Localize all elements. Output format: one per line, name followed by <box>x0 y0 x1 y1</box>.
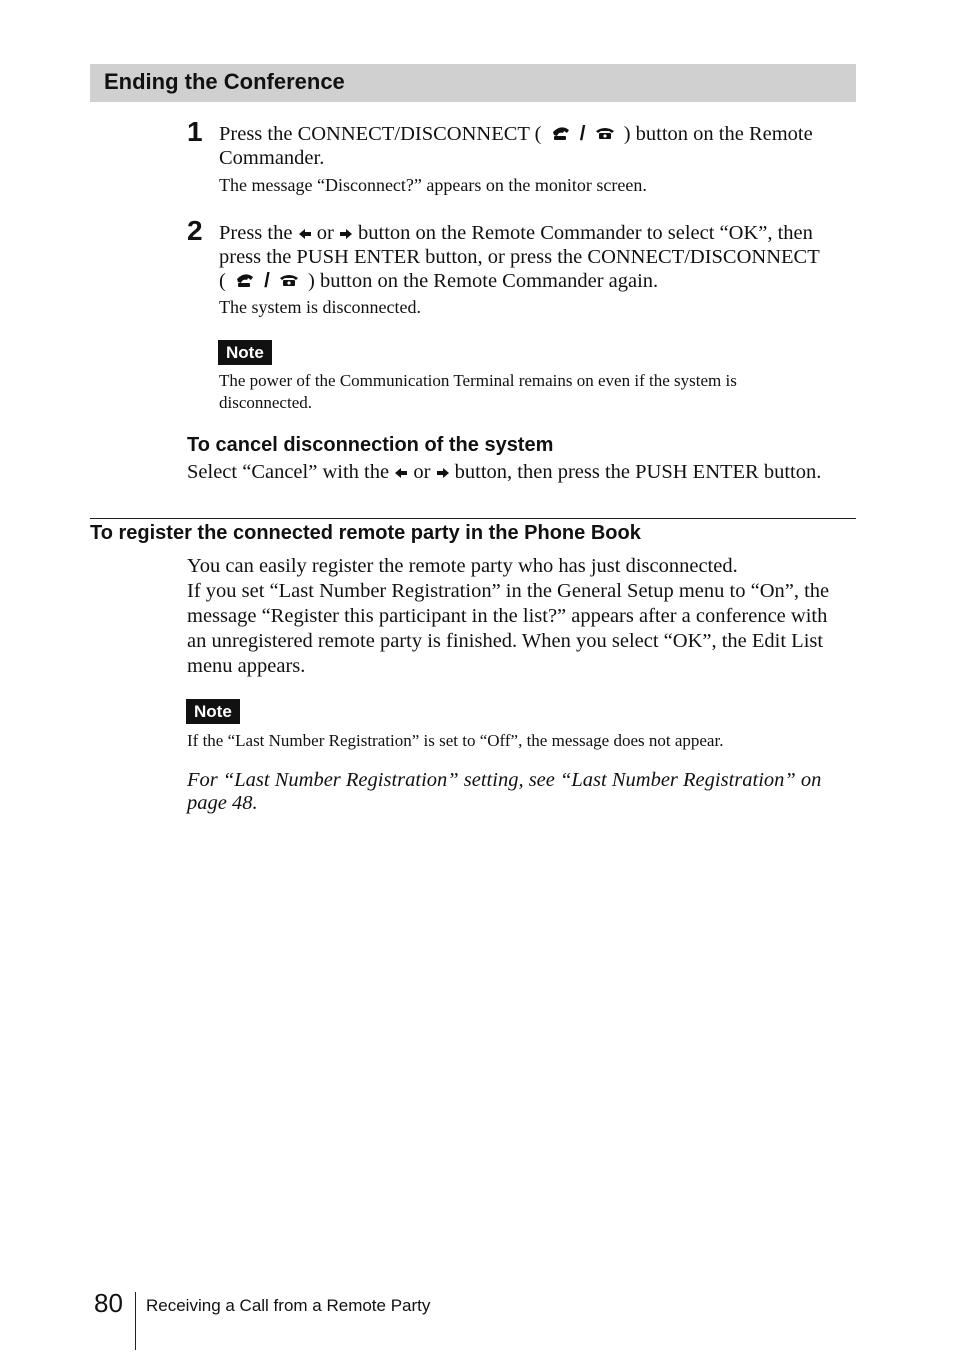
step-1-line-1 <box>219 122 813 147</box>
step-2-number: 2 <box>187 215 203 246</box>
arrow-right-icon <box>339 222 353 246</box>
step-1-text-post: ) button on the Remote <box>623 123 813 145</box>
cancel-heading: To cancel disconnection of the system <box>187 434 554 456</box>
register-line-2: If you set “Last Number Registration” in the General Setup menu to “On”, the <box>187 580 830 602</box>
arrow-left-icon <box>394 461 408 485</box>
register-heading: To register the connected remote party in the Phone Book <box>90 522 641 544</box>
cancel-text <box>187 460 821 485</box>
note-badge: Note <box>186 699 240 724</box>
step-2-line-3 <box>219 269 658 294</box>
footer-chapter-title: Receiving a Call from a Remote Party <box>146 1296 431 1315</box>
step-2-text-c: button on the Remote Commander to select “OK”, then <box>358 222 813 244</box>
register-line-3: message “Register this participant in the list?” appears after a conference with <box>187 605 828 627</box>
step-2-line-1 <box>219 221 813 246</box>
phone-offhook-icon <box>551 123 571 147</box>
section-title: Ending the Conference <box>104 69 345 94</box>
reference-line-1: For “Last Number Registration” setting, see “Last Number Registration” on <box>187 769 822 791</box>
section-divider <box>90 518 856 519</box>
step-1-number: 1 <box>187 116 203 147</box>
step-2-text-post: ) button on the Remote Commander again. <box>308 270 659 292</box>
note-badge: Note <box>218 340 272 365</box>
footer-vertical-rule <box>135 1292 136 1350</box>
phone-onhook-icon <box>595 123 615 147</box>
note-1-line-2: disconnected. <box>219 393 312 412</box>
step-2-line-2: press the PUSH ENTER button, or press the CONNECT/DISCONNECT <box>219 246 820 268</box>
phone-onhook-icon <box>279 270 299 294</box>
step-1-result: The message “Disconnect?” appears on the monitor screen. <box>219 175 647 195</box>
step-1-line-2: Commander. <box>219 147 325 169</box>
register-line-4: an unregistered remote party is finished. When you select “OK”, the Edit List <box>187 630 824 652</box>
register-line-5: menu appears. <box>187 655 306 677</box>
register-line-1: You can easily register the remote party who has just disconnected. <box>187 555 738 577</box>
arrow-left-icon <box>298 222 312 246</box>
cancel-text-b: or <box>413 461 431 483</box>
step-2-open-paren: ( <box>219 270 226 292</box>
step-1-slash: / <box>579 122 586 145</box>
reference-line-2: page 48. <box>187 792 258 814</box>
cancel-text-c: button, then press the PUSH ENTER button. <box>454 461 822 483</box>
step-2-result: The system is disconnected. <box>219 297 421 317</box>
step-2-text-b: or <box>316 222 334 244</box>
phone-offhook-icon <box>235 270 255 294</box>
arrow-right-icon <box>436 461 450 485</box>
step-2-slash: / <box>264 269 270 292</box>
step-2-text-a: Press the <box>219 222 293 244</box>
note-1-line-1: The power of the Communication Terminal remains on even if the system is <box>219 371 737 390</box>
cancel-text-a: Select “Cancel” with the <box>187 461 390 483</box>
page-number: 80 <box>94 1288 123 1318</box>
step-1-text-pre: Press the CONNECT/DISCONNECT ( <box>219 123 542 145</box>
note-2-line-1: If the “Last Number Registration” is set to “Off”, the message does not appear. <box>187 731 724 750</box>
